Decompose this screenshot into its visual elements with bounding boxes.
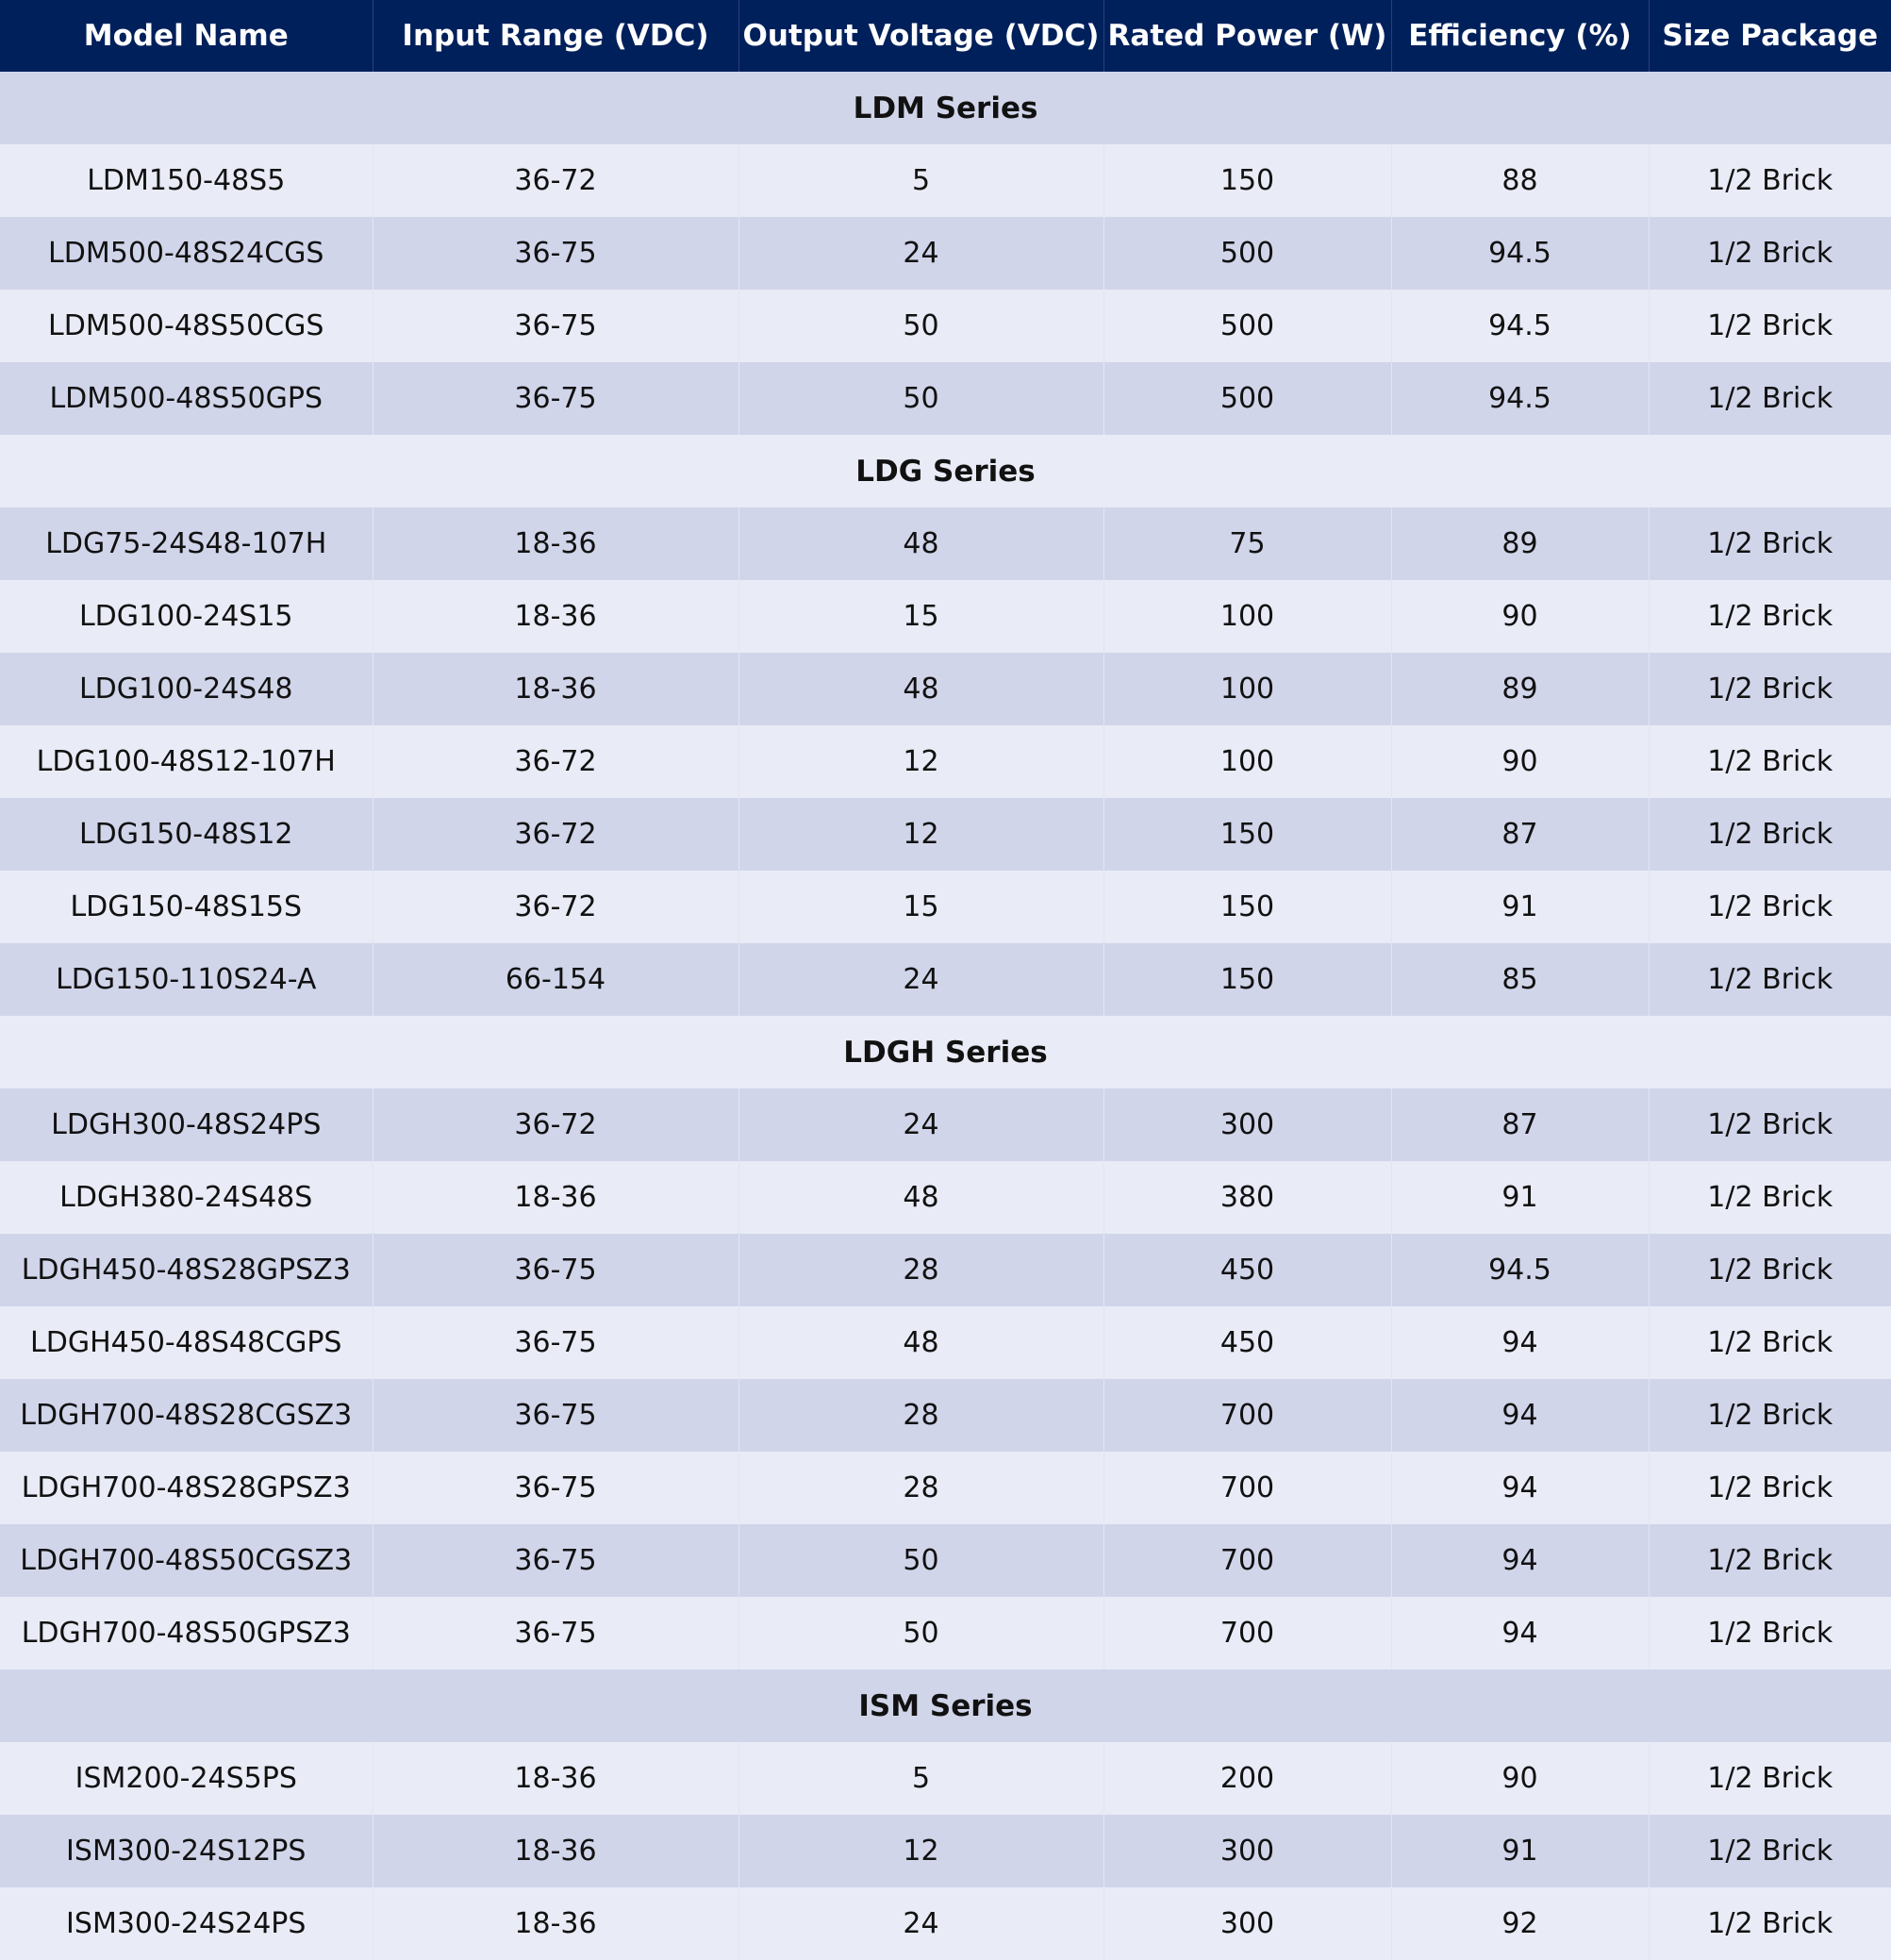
table-row [0,1161,1891,1234]
header-efficiency: Efficiency (%) [1391,0,1649,72]
model-name-cell: LDM500-48S24CGS [0,217,373,290]
output-voltage-cell: 48 [738,1306,1103,1379]
input-range-cell: 18-36 [373,1161,738,1234]
rated-power-cell: 100 [1103,580,1391,653]
table-row [0,507,1891,580]
input-range-cell: 36-75 [373,362,738,435]
size-package-cell: 1/2 Brick [1649,1234,1891,1306]
output-voltage-cell: 48 [738,507,1103,580]
rated-power-cell: 450 [1103,1306,1391,1379]
input-range-cell: 18-36 [373,1815,738,1887]
input-range-cell: 36-75 [373,1379,738,1452]
input-range-cell: 36-72 [373,871,738,943]
efficiency-cell: 89 [1391,507,1649,580]
table-row [0,144,1891,217]
output-voltage-cell: 50 [738,290,1103,362]
rated-power-cell: 500 [1103,217,1391,290]
rated-power-cell: 700 [1103,1452,1391,1524]
size-package-cell: 1/2 Brick [1649,144,1891,217]
input-range-cell: 36-75 [373,1234,738,1306]
rated-power-cell: 150 [1103,798,1391,871]
rated-power-cell: 500 [1103,362,1391,435]
table-row [0,217,1891,290]
output-voltage-cell: 48 [738,653,1103,725]
rated-power-cell: 100 [1103,653,1391,725]
output-voltage-cell: 12 [738,725,1103,798]
size-package-cell: 1/2 Brick [1649,1452,1891,1524]
size-package-cell: 1/2 Brick [1649,217,1891,290]
model-name-cell: LDGH380-24S48S [0,1161,373,1234]
section-title: LDG Series [0,435,1891,507]
input-range-cell: 36-75 [373,1597,738,1669]
table-row [0,1306,1891,1379]
header-output-voltage: Output Voltage (VDC) [738,0,1103,72]
table-row [0,1524,1891,1597]
efficiency-cell: 90 [1391,580,1649,653]
table-body [0,72,1891,1960]
model-name-cell: LDG100-24S15 [0,580,373,653]
input-range-cell: 18-36 [373,580,738,653]
table-header-row [0,0,1891,72]
model-name-cell: LDG100-24S48 [0,653,373,725]
rated-power-cell: 500 [1103,290,1391,362]
model-name-cell: LDGH300-48S24PS [0,1088,373,1161]
efficiency-cell: 89 [1391,653,1649,725]
output-voltage-cell: 12 [738,1815,1103,1887]
rated-power-cell: 380 [1103,1161,1391,1234]
section-title: LDGH Series [0,1016,1891,1088]
table-row [0,943,1891,1016]
table-row [0,725,1891,798]
output-voltage-cell: 15 [738,580,1103,653]
header-rated-power: Rated Power (W) [1103,0,1391,72]
rated-power-cell: 300 [1103,1887,1391,1960]
size-package-cell: 1/2 Brick [1649,362,1891,435]
size-package-cell: 1/2 Brick [1649,1306,1891,1379]
table-row [0,1379,1891,1452]
section-header-row [0,1669,1891,1742]
output-voltage-cell: 50 [738,1597,1103,1669]
efficiency-cell: 92 [1391,1887,1649,1960]
model-name-cell: LDG150-48S15S [0,871,373,943]
rated-power-cell: 700 [1103,1379,1391,1452]
table-row [0,1815,1891,1887]
table-row [0,798,1891,871]
efficiency-cell: 94 [1391,1379,1649,1452]
input-range-cell: 18-36 [373,1887,738,1960]
model-name-cell: LDG100-48S12-107H [0,725,373,798]
header-input-range: Input Range (VDC) [373,0,738,72]
size-package-cell: 1/2 Brick [1649,1887,1891,1960]
efficiency-cell: 94.5 [1391,217,1649,290]
efficiency-cell: 91 [1391,1161,1649,1234]
table-row [0,290,1891,362]
table-row [0,1452,1891,1524]
efficiency-cell: 94 [1391,1452,1649,1524]
size-package-cell: 1/2 Brick [1649,580,1891,653]
header-model-name: Model Name [0,0,373,72]
input-range-cell: 18-36 [373,1742,738,1815]
model-name-cell: LDM500-48S50GPS [0,362,373,435]
section-header-row [0,1016,1891,1088]
output-voltage-cell: 24 [738,943,1103,1016]
output-voltage-cell: 28 [738,1234,1103,1306]
efficiency-cell: 85 [1391,943,1649,1016]
model-name-cell: LDGH700-48S28CGSZ3 [0,1379,373,1452]
rated-power-cell: 150 [1103,943,1391,1016]
rated-power-cell: 450 [1103,1234,1391,1306]
efficiency-cell: 94 [1391,1306,1649,1379]
size-package-cell: 1/2 Brick [1649,1815,1891,1887]
output-voltage-cell: 24 [738,217,1103,290]
efficiency-cell: 87 [1391,798,1649,871]
model-name-cell: LDGH450-48S28GPSZ3 [0,1234,373,1306]
size-package-cell: 1/2 Brick [1649,943,1891,1016]
model-name-cell: LDG75-24S48-107H [0,507,373,580]
output-voltage-cell: 28 [738,1452,1103,1524]
output-voltage-cell: 50 [738,1524,1103,1597]
efficiency-cell: 91 [1391,871,1649,943]
table-row [0,1234,1891,1306]
rated-power-cell: 100 [1103,725,1391,798]
input-range-cell: 18-36 [373,507,738,580]
efficiency-cell: 94 [1391,1524,1649,1597]
model-name-cell: LDM500-48S50CGS [0,290,373,362]
section-header-row [0,72,1891,144]
input-range-cell: 66-154 [373,943,738,1016]
output-voltage-cell: 12 [738,798,1103,871]
section-header-row [0,435,1891,507]
header-size-package: Size Package [1649,0,1891,72]
rated-power-cell: 200 [1103,1742,1391,1815]
model-name-cell: LDGH700-48S50GPSZ3 [0,1597,373,1669]
model-name-cell: LDM150-48S5 [0,144,373,217]
table-row [0,1887,1891,1960]
input-range-cell: 36-72 [373,725,738,798]
input-range-cell: 36-72 [373,144,738,217]
size-package-cell: 1/2 Brick [1649,725,1891,798]
size-package-cell: 1/2 Brick [1649,1088,1891,1161]
rated-power-cell: 75 [1103,507,1391,580]
output-voltage-cell: 15 [738,871,1103,943]
section-title: LDM Series [0,72,1891,144]
size-package-cell: 1/2 Brick [1649,507,1891,580]
size-package-cell: 1/2 Brick [1649,1524,1891,1597]
rated-power-cell: 300 [1103,1815,1391,1887]
input-range-cell: 36-72 [373,798,738,871]
size-package-cell: 1/2 Brick [1649,1742,1891,1815]
input-range-cell: 36-75 [373,290,738,362]
table-row [0,1088,1891,1161]
efficiency-cell: 94.5 [1391,362,1649,435]
model-name-cell: ISM300-24S12PS [0,1815,373,1887]
table-row [0,871,1891,943]
output-voltage-cell: 24 [738,1088,1103,1161]
output-voltage-cell: 5 [738,1742,1103,1815]
efficiency-cell: 94 [1391,1597,1649,1669]
efficiency-cell: 91 [1391,1815,1649,1887]
efficiency-cell: 90 [1391,1742,1649,1815]
efficiency-cell: 87 [1391,1088,1649,1161]
rated-power-cell: 700 [1103,1597,1391,1669]
input-range-cell: 18-36 [373,653,738,725]
output-voltage-cell: 48 [738,1161,1103,1234]
input-range-cell: 36-75 [373,217,738,290]
table-row [0,1742,1891,1815]
output-voltage-cell: 24 [738,1887,1103,1960]
section-title: ISM Series [0,1669,1891,1742]
size-package-cell: 1/2 Brick [1649,1161,1891,1234]
size-package-cell: 1/2 Brick [1649,290,1891,362]
table-row [0,1597,1891,1669]
model-name-cell: LDGH450-48S48CGPS [0,1306,373,1379]
size-package-cell: 1/2 Brick [1649,653,1891,725]
efficiency-cell: 94.5 [1391,290,1649,362]
model-name-cell: LDGH700-48S28GPSZ3 [0,1452,373,1524]
table-row [0,653,1891,725]
model-name-cell: LDG150-110S24-A [0,943,373,1016]
model-name-cell: ISM300-24S24PS [0,1887,373,1960]
input-range-cell: 36-75 [373,1452,738,1524]
model-name-cell: LDG150-48S12 [0,798,373,871]
size-package-cell: 1/2 Brick [1649,1597,1891,1669]
rated-power-cell: 150 [1103,871,1391,943]
input-range-cell: 36-72 [373,1088,738,1161]
efficiency-cell: 90 [1391,725,1649,798]
size-package-cell: 1/2 Brick [1649,1379,1891,1452]
output-voltage-cell: 5 [738,144,1103,217]
model-name-cell: ISM200-24S5PS [0,1742,373,1815]
output-voltage-cell: 50 [738,362,1103,435]
table-row [0,580,1891,653]
efficiency-cell: 88 [1391,144,1649,217]
size-package-cell: 1/2 Brick [1649,798,1891,871]
input-range-cell: 36-75 [373,1306,738,1379]
rated-power-cell: 700 [1103,1524,1391,1597]
efficiency-cell: 94.5 [1391,1234,1649,1306]
table-row [0,362,1891,435]
rated-power-cell: 300 [1103,1088,1391,1161]
size-package-cell: 1/2 Brick [1649,871,1891,943]
rated-power-cell: 150 [1103,144,1391,217]
input-range-cell: 36-75 [373,1524,738,1597]
output-voltage-cell: 28 [738,1379,1103,1452]
model-name-cell: LDGH700-48S50CGSZ3 [0,1524,373,1597]
